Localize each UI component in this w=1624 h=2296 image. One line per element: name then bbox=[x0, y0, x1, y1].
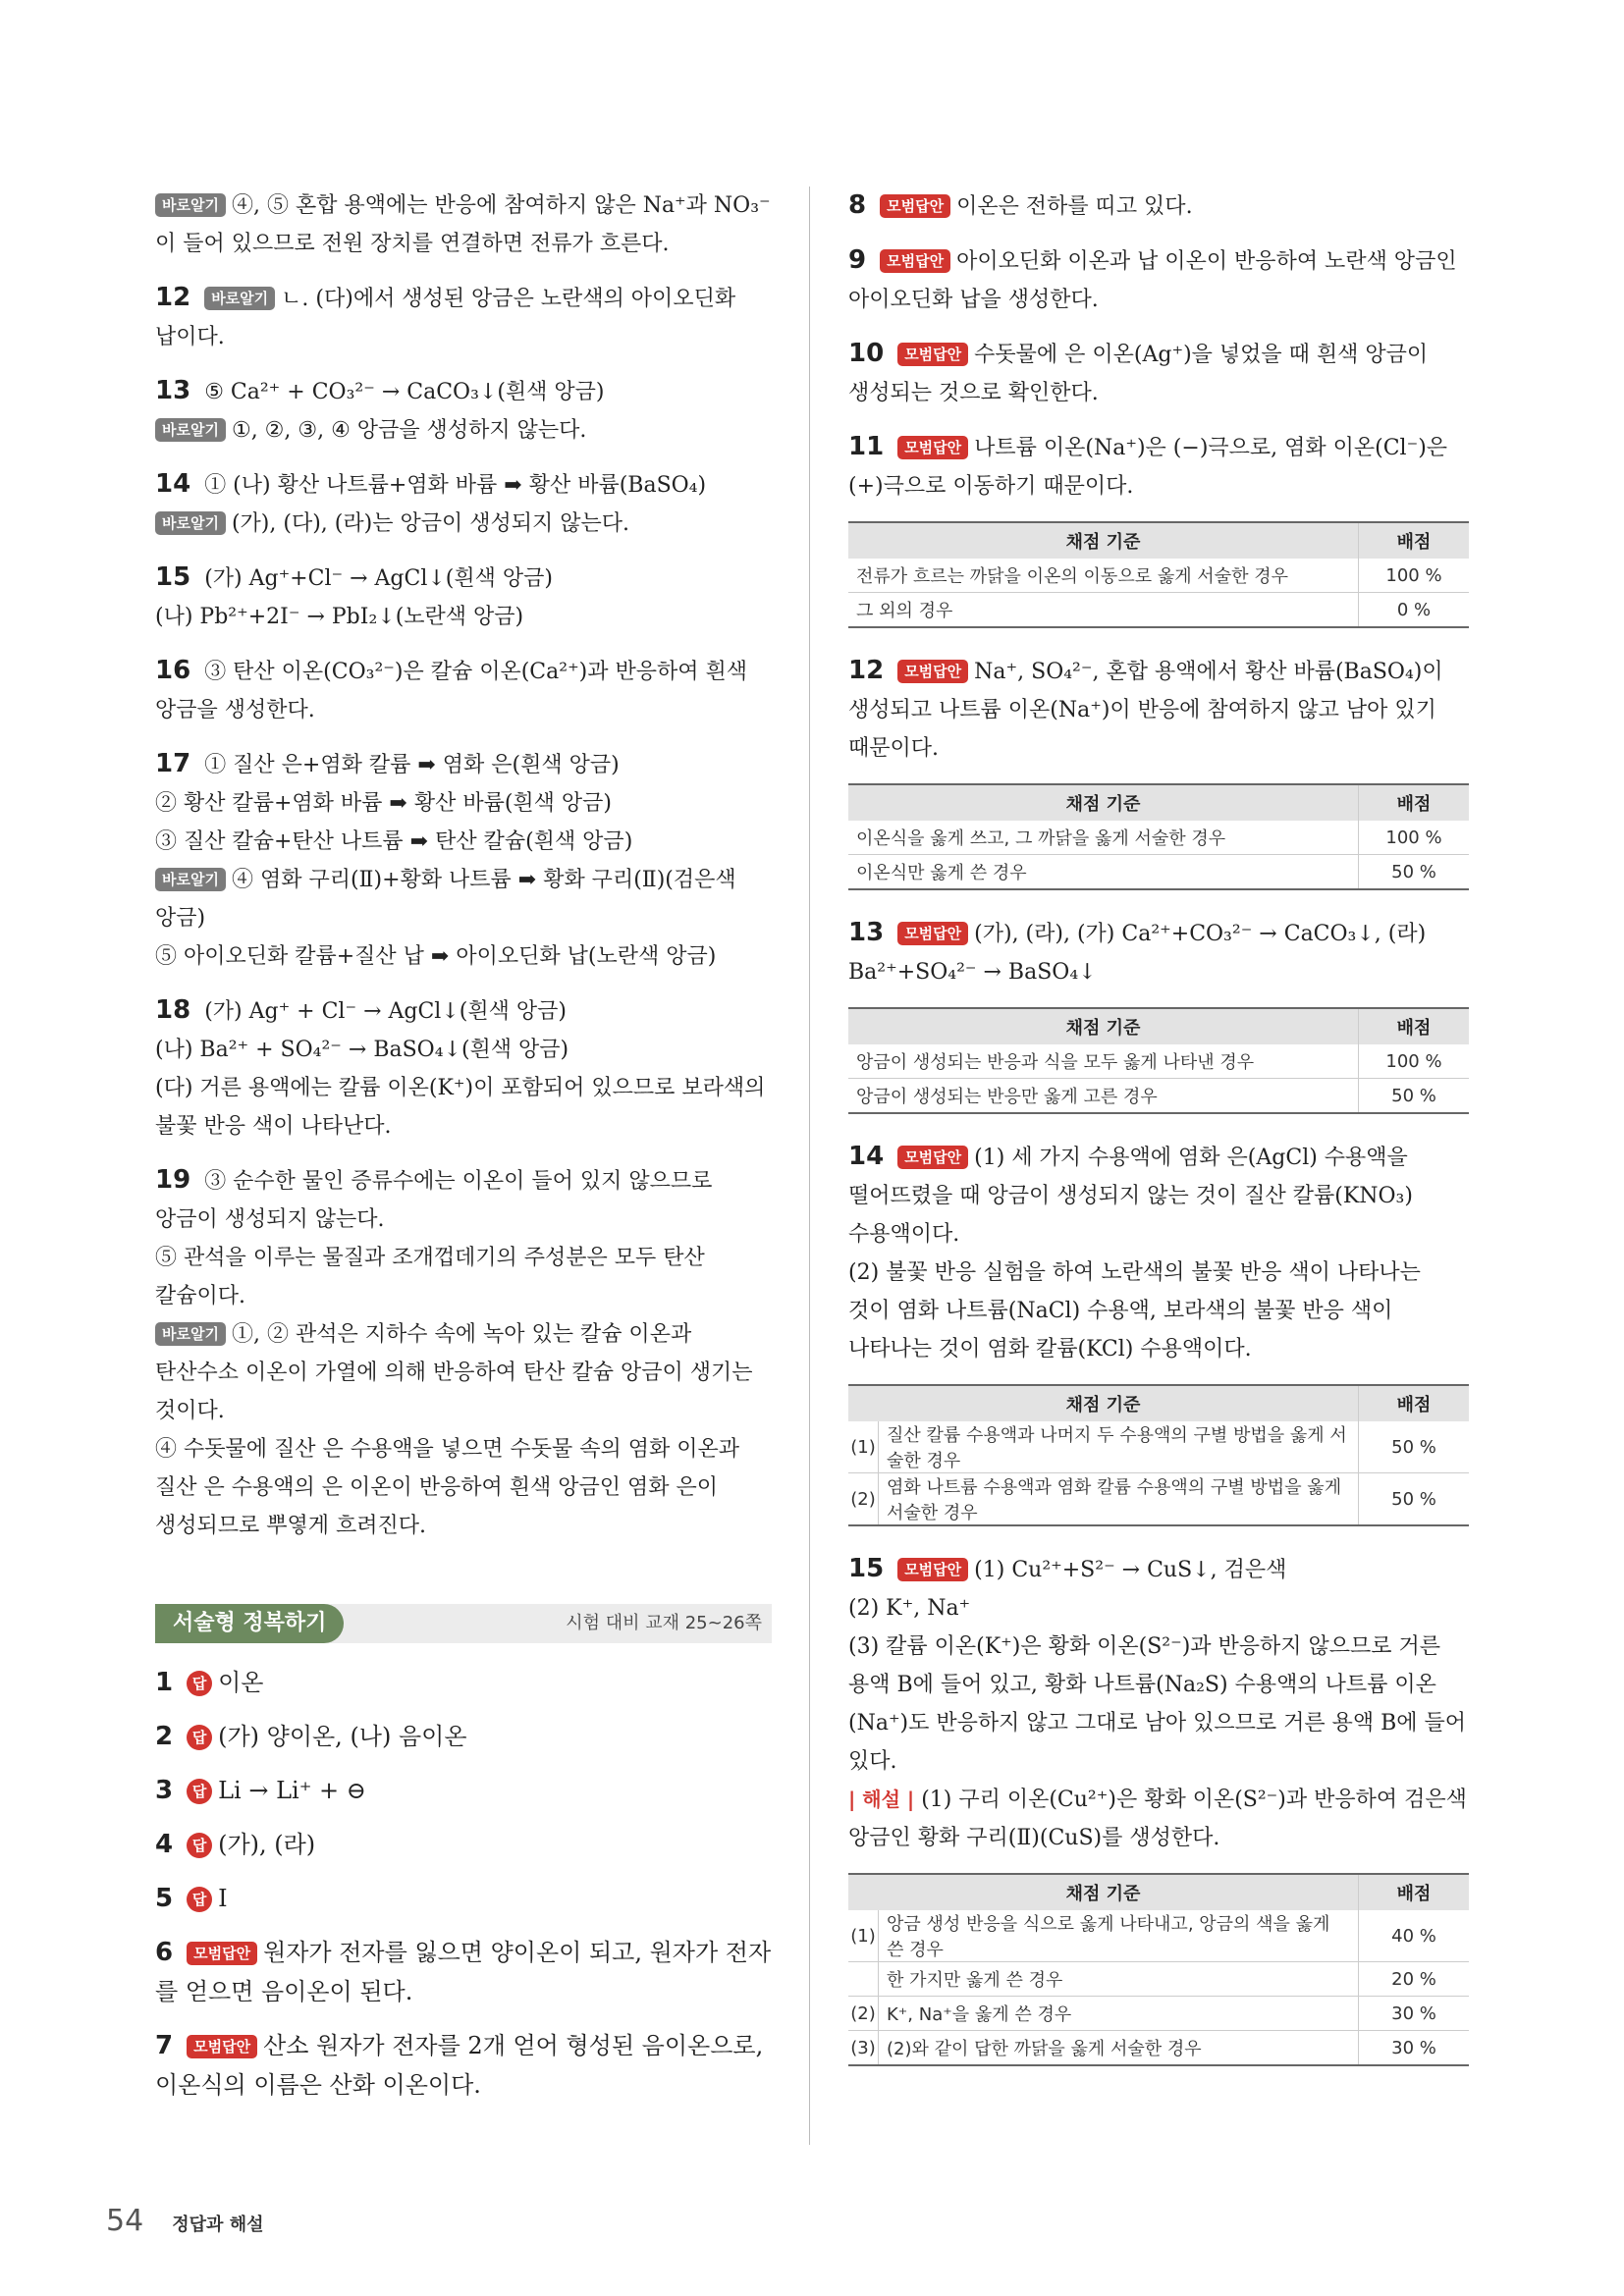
item-text: (1) 세 가지 수용액에 염화 은(AgCl) 수용액을 떨어뜨렸을 때 앙금이 생성되지 않는 것이 질산 칼륨(KNO₃) 수용액이다. bbox=[848, 1146, 1413, 1247]
item-text: ③ 질산 칼슘+탄산 나트륨 ➡ 탄산 칼슘(흰색 앙금) bbox=[155, 829, 633, 854]
criteria-cell: 이온식을 옳게 쓰고, 그 까닭을 옳게 서술한 경우 bbox=[848, 821, 1359, 855]
short-answer-5 bbox=[155, 1879, 772, 1918]
item-number: 6 bbox=[155, 1938, 174, 1967]
model-answer-tag: 모범답안 bbox=[897, 922, 968, 945]
answer-12 bbox=[155, 279, 772, 356]
model-answer-tag: 모범답안 bbox=[897, 1146, 968, 1169]
explanation-label: | 해설 | bbox=[848, 1788, 915, 1811]
item-number: 3 bbox=[155, 1776, 174, 1805]
criteria-cell: 전류가 흐르는 까닭을 이온의 이동으로 옳게 서술한 경우 bbox=[848, 559, 1359, 593]
sub-label: (1) bbox=[848, 1910, 879, 1962]
points-header: 배점 bbox=[1359, 522, 1470, 559]
item-number: 19 bbox=[155, 1165, 191, 1195]
points-cell: 40 % bbox=[1359, 1910, 1470, 1962]
check-tag: 바로알기 bbox=[155, 1322, 226, 1346]
criteria-header: 채점 기준 bbox=[848, 1385, 1359, 1421]
model-answer-tag: 모범답안 bbox=[187, 1942, 257, 1965]
points-header: 배점 bbox=[1359, 1874, 1470, 1910]
item-text: ⑤ 관석을 이루는 물질과 조개껍데기의 주성분은 모두 탄산 칼슘이다. bbox=[155, 1246, 705, 1308]
short-answer-9 bbox=[848, 241, 1469, 319]
item-text: (3) 칼륨 이온(K⁺)은 황화 이온(S²⁻)과 반응하지 않으므로 거른 용액 B에 들어 있고, 황화 나트륨(Na₂S) 수용액의 나트륨 이온(Na⁺)도 반응하지 않고 그대로 남아 있으므로 거른 용액 B에 들어 있다. bbox=[848, 1634, 1467, 1774]
item-number: 2 bbox=[155, 1722, 174, 1751]
short-answer-4 bbox=[155, 1825, 772, 1864]
points-cell: 20 % bbox=[1359, 1962, 1470, 1997]
left-column bbox=[155, 187, 772, 2119]
item-number: 11 bbox=[848, 432, 885, 461]
criteria-cell: 앙금 생성 반응을 식으로 옳게 나타내고, 앙금의 색을 옳게 쓴 경우 bbox=[879, 1910, 1359, 1962]
answer-badge: 답 bbox=[187, 1833, 212, 1858]
item-text: ④ 수돗물에 질산 은 수용액을 넣으면 수돗물 속의 염화 이온과 질산 은 수용액의 은 이온이 반응하여 흰색 앙금인 염화 은이 생성되므로 뿌옇게 흐려진다. bbox=[155, 1437, 739, 1538]
item-text: 산소 원자가 전자를 2개 얻어 형성된 음이온으로, 이온식의 이름은 산화 이온이다. bbox=[155, 2032, 764, 2099]
model-answer-tag: 모범답안 bbox=[897, 343, 968, 366]
points-cell: 100 % bbox=[1359, 821, 1470, 855]
item-text: 원자가 전자를 잃으면 양이온이 되고, 원자가 전자를 얻으면 음이온이 된다. bbox=[155, 1939, 772, 2005]
footer-label: 정답과 해설 bbox=[172, 2215, 264, 2235]
answer-13 bbox=[155, 372, 772, 450]
scoring-table-12 bbox=[848, 783, 1469, 890]
right-column bbox=[848, 187, 1469, 2090]
item-text: (가), (다), (라)는 앙금이 생성되지 않는다. bbox=[231, 511, 629, 536]
answer-16 bbox=[155, 652, 772, 729]
item-number: 14 bbox=[155, 469, 191, 499]
answer-18 bbox=[155, 991, 772, 1146]
item-text: (다) 거른 용액에는 칼륨 이온(K⁺)이 포함되어 있으므로 보라색의 불꽃 반응 색이 나타난다. bbox=[155, 1076, 766, 1139]
criteria-cell: 이온식만 옳게 쓴 경우 bbox=[848, 855, 1359, 890]
sub-label bbox=[848, 1962, 879, 1997]
scoring-table-13 bbox=[848, 1007, 1469, 1114]
item-number: 13 bbox=[848, 918, 885, 947]
item-text: (가), (라) bbox=[218, 1831, 316, 1858]
answer-badge: 답 bbox=[187, 1887, 212, 1912]
points-header: 배점 bbox=[1359, 1008, 1470, 1044]
criteria-cell: 앙금이 생성되는 반응과 식을 모두 옳게 나타낸 경우 bbox=[848, 1044, 1359, 1079]
item-number: 17 bbox=[155, 749, 191, 778]
item-text: ④, ⑤ 혼합 용액에는 반응에 참여하지 않은 Na⁺과 NO₃⁻이 들어 있으므로 전원 장치를 연결하면 전류가 흐른다. bbox=[155, 193, 771, 256]
item-text: (나) Ba²⁺ + SO₄²⁻ → BaSO₄↓(흰색 앙금) bbox=[155, 1038, 569, 1062]
item-text: (가) Ag⁺+Cl⁻ → AgCl↓(흰색 앙금) bbox=[204, 566, 553, 591]
answer-19 bbox=[155, 1161, 772, 1545]
item-text: Li → Li⁺ + ⊖ bbox=[218, 1777, 366, 1804]
item-text: 이온은 전하를 띠고 있다. bbox=[956, 194, 1193, 219]
item-number: 9 bbox=[848, 245, 867, 275]
points-cell: 50 % bbox=[1359, 1421, 1470, 1473]
item-text: 나트륨 이온(Na⁺)은 (−)극으로, 염화 이온(Cl⁻)은 (+)극으로 이동하기 때문이다. bbox=[848, 436, 1448, 499]
points-cell: 0 % bbox=[1359, 593, 1470, 628]
points-header: 배점 bbox=[1359, 1385, 1470, 1421]
item-number: 10 bbox=[848, 339, 885, 368]
model-answer-tag: 모범답안 bbox=[897, 436, 968, 459]
item-text: (가), (라), (가) Ca²⁺+CO₃²⁻ → CaCO₃↓, (라) Ba²⁺+SO₄²⁻ → BaSO₄↓ bbox=[848, 922, 1427, 985]
column-divider bbox=[809, 187, 810, 2145]
short-answer-8 bbox=[848, 187, 1469, 226]
sub-label: (2) bbox=[848, 1997, 879, 2031]
item-text: 수돗물에 은 이온(Ag⁺)을 넣었을 때 흰색 앙금이 생성되는 것으로 확인한다. bbox=[848, 343, 1429, 405]
short-answer-6 bbox=[155, 1933, 772, 2011]
criteria-cell: 앙금이 생성되는 반응만 옳게 고른 경우 bbox=[848, 1079, 1359, 1114]
model-answer-tag: 모범답안 bbox=[897, 1558, 968, 1581]
points-cell: 30 % bbox=[1359, 1997, 1470, 2031]
item-text: (나) Pb²⁺+2I⁻ → PbI₂↓(노란색 앙금) bbox=[155, 605, 524, 629]
model-answer-tag: 모범답안 bbox=[897, 660, 968, 683]
check-tag: 바로알기 bbox=[155, 193, 226, 217]
points-cell: 50 % bbox=[1359, 1473, 1470, 1526]
criteria-header: 채점 기준 bbox=[848, 522, 1359, 559]
check-tag: 바로알기 bbox=[204, 287, 275, 310]
short-answer-11 bbox=[848, 428, 1469, 506]
item-number: 12 bbox=[155, 283, 191, 312]
criteria-header: 채점 기준 bbox=[848, 1874, 1359, 1910]
check-tag: 바로알기 bbox=[155, 418, 226, 442]
points-cell: 50 % bbox=[1359, 1079, 1470, 1114]
model-answer-tag: 모범답안 bbox=[880, 194, 950, 218]
short-answer-3 bbox=[155, 1771, 772, 1810]
page-number: 54 bbox=[106, 2204, 144, 2238]
scoring-table-14 bbox=[848, 1384, 1469, 1526]
item-text: Na⁺, SO₄²⁻, 혼합 용액에서 황산 바륨(BaSO₄)이 생성되고 나트륨 이온(Na⁺)이 반응에 참여하지 않고 남아 있기 때문이다. bbox=[848, 660, 1443, 761]
criteria-header: 채점 기준 bbox=[848, 1008, 1359, 1044]
scoring-table-15 bbox=[848, 1873, 1469, 2066]
item-text: (가) Ag⁺ + Cl⁻ → AgCl↓(흰색 앙금) bbox=[204, 999, 567, 1024]
answer-badge: 답 bbox=[187, 1779, 212, 1804]
item-text: ① (나) 황산 나트륨+염화 바륨 ➡ 황산 바륨(BaSO₄) bbox=[204, 473, 707, 498]
item-number: 18 bbox=[155, 995, 191, 1025]
item-number: 16 bbox=[155, 656, 191, 685]
item-number: 1 bbox=[155, 1668, 174, 1697]
item-text: ① 질산 은+염화 칼륨 ➡ 염화 은(흰색 앙금) bbox=[204, 753, 620, 777]
sub-label: (1) bbox=[848, 1421, 879, 1473]
criteria-cell: 염화 나트륨 수용액과 염화 칼륨 수용액의 구별 방법을 옳게 서술한 경우 bbox=[879, 1473, 1359, 1526]
short-answer-1 bbox=[155, 1663, 772, 1702]
criteria-cell: (2)와 같이 답한 까닭을 옳게 서술한 경우 bbox=[879, 2031, 1359, 2066]
answer-14 bbox=[155, 465, 772, 543]
item-text: ⑤ Ca²⁺ + CO₃²⁻ → CaCO₃↓(흰색 앙금) bbox=[204, 380, 605, 404]
model-answer-tag: 모범답안 bbox=[187, 2035, 257, 2058]
section-title: 서술형 정복하기 bbox=[155, 1604, 344, 1643]
section-header bbox=[155, 1604, 772, 1643]
points-cell: 30 % bbox=[1359, 2031, 1470, 2066]
item-text: ② 황산 칼륨+염화 바륨 ➡ 황산 바륨(흰색 앙금) bbox=[155, 791, 613, 816]
answer-badge: 답 bbox=[187, 1725, 212, 1750]
points-cell: 50 % bbox=[1359, 855, 1470, 890]
item-number: 14 bbox=[848, 1142, 885, 1171]
item-text: (2) 불꽃 반응 실험을 하여 노란색의 불꽃 반응 색이 나타나는 것이 염화 나트륨(NaCl) 수용액, 보라색의 불꽃 반응 색이 나타나는 것이 염화 칼륨(KCl) 수용액이다. bbox=[848, 1260, 1421, 1362]
criteria-cell: K⁺, Na⁺을 옳게 쓴 경우 bbox=[879, 1997, 1359, 2031]
criteria-cell: 한 가지만 옳게 쓴 경우 bbox=[879, 1962, 1359, 1997]
item-text: (1) 구리 이온(Cu²⁺)은 황화 이온(S²⁻)과 반응하여 검은색 앙금인 황화 구리(Ⅱ)(CuS)를 생성한다. bbox=[848, 1788, 1467, 1850]
criteria-cell: 질산 칼륨 수용액과 나머지 두 수용액의 구별 방법을 옳게 서술한 경우 bbox=[879, 1421, 1359, 1473]
model-answer-tag: 모범답안 bbox=[880, 249, 950, 273]
item-text: ③ 탄산 이온(CO₃²⁻)은 칼슘 이온(Ca²⁺)과 반응하여 흰색 앙금을 생성한다. bbox=[155, 660, 748, 722]
item-text: I bbox=[218, 1885, 228, 1912]
item-text: ①, ②, ③, ④ 앙금을 생성하지 않는다. bbox=[231, 418, 587, 443]
item-text: (2) K⁺, Na⁺ bbox=[848, 1596, 971, 1621]
item-text: ③ 순수한 물인 증류수에는 이온이 들어 있지 않으므로 앙금이 생성되지 않는다. bbox=[155, 1169, 713, 1232]
answer-badge: 답 bbox=[187, 1671, 212, 1696]
item-number: 5 bbox=[155, 1884, 174, 1913]
item-number: 15 bbox=[155, 562, 191, 592]
sub-label: (2) bbox=[848, 1473, 879, 1526]
points-cell: 100 % bbox=[1359, 1044, 1470, 1079]
item-number: 8 bbox=[848, 190, 867, 220]
short-answer-14 bbox=[848, 1138, 1469, 1368]
item-text: 아이오딘화 이온과 납 이온이 반응하여 노란색 앙금인 아이오딘화 납을 생성한다. bbox=[848, 249, 1457, 312]
item-text: (1) Cu²⁺+S²⁻ → CuS↓, 검은색 bbox=[974, 1558, 1287, 1582]
criteria-cell: 그 외의 경우 bbox=[848, 593, 1359, 628]
item-text: ⑤ 아이오딘화 칼륨+질산 납 ➡ 아이오딘화 납(노란색 앙금) bbox=[155, 944, 717, 969]
short-answer-7 bbox=[155, 2026, 772, 2105]
item-number: 13 bbox=[155, 376, 191, 405]
sub-label: (3) bbox=[848, 2031, 879, 2066]
item-text: ①, ② 관석은 지하수 속에 녹아 있는 칼슘 이온과 탄산수소 이온이 가열에 의해 반응하여 탄산 칼슘 앙금이 생기는 것이다. bbox=[155, 1322, 753, 1423]
points-cell: 100 % bbox=[1359, 559, 1470, 593]
short-answer-15 bbox=[848, 1550, 1469, 1857]
short-answer-12 bbox=[848, 652, 1469, 768]
page-footer bbox=[106, 2204, 264, 2238]
answer-15 bbox=[155, 559, 772, 636]
item-text: 이온 bbox=[218, 1669, 264, 1696]
criteria-header: 채점 기준 bbox=[848, 784, 1359, 821]
item-number: 12 bbox=[848, 656, 885, 685]
item-text: ㄴ. (다)에서 생성된 앙금은 노란색의 아이오딘화 납이다. bbox=[155, 287, 736, 349]
check-tag: 바로알기 bbox=[155, 868, 226, 891]
short-answer-2 bbox=[155, 1717, 772, 1756]
item-text: ④ 염화 구리(Ⅱ)+황화 나트륨 ➡ 황화 구리(Ⅱ)(검은색 앙금) bbox=[155, 868, 736, 931]
section-reference: 시험 대비 교재 25~26쪽 bbox=[566, 1613, 762, 1633]
check-tag: 바로알기 bbox=[155, 511, 226, 535]
scoring-table-11 bbox=[848, 521, 1469, 628]
item-number: 4 bbox=[155, 1830, 174, 1859]
item-number: 15 bbox=[848, 1554, 885, 1583]
answer-17 bbox=[155, 745, 772, 976]
item-text: (가) 양이온, (나) 음이온 bbox=[218, 1723, 467, 1750]
short-answer-10 bbox=[848, 335, 1469, 412]
answer-11-note bbox=[155, 187, 772, 263]
points-header: 배점 bbox=[1359, 784, 1470, 821]
item-number: 7 bbox=[155, 2031, 174, 2060]
short-answer-13 bbox=[848, 914, 1469, 991]
